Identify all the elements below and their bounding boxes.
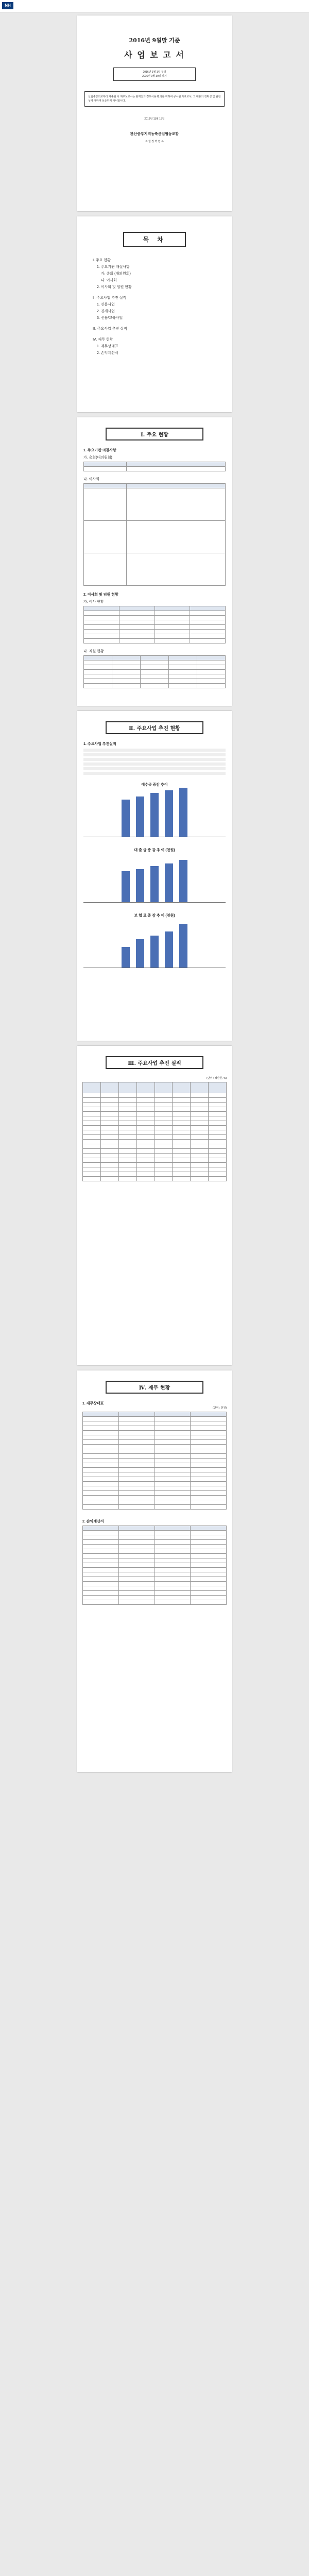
section4-title: Ⅳ. 재무 현황 (139, 1385, 170, 1391)
section2-title: Ⅱ. 주요사업 추진 현황 (129, 726, 180, 732)
section1-sub2a: 가. 이사 현황 (83, 600, 104, 604)
toc-item[interactable]: 나. 이사회 (101, 279, 117, 282)
toc-item[interactable]: 2. 손익계산서 (97, 351, 118, 355)
section1-sub1b: 나. 이사회 (83, 478, 99, 481)
toc-title: 목 차 (143, 236, 166, 243)
toc-item[interactable]: Ⅳ. 재무 현황 (93, 338, 113, 342)
balance-sheet-table (82, 1412, 227, 1510)
chart1-title: 예수금 증감 추이 (141, 783, 168, 787)
chart-bar (165, 863, 173, 902)
section3-title: Ⅲ. 주요사업 추진 실적 (128, 1061, 181, 1066)
toc-item[interactable]: 가. 총회 (대의원회) (101, 272, 131, 276)
chart-bar (165, 790, 173, 837)
toc-item[interactable]: 2. 경제사업 (97, 310, 115, 313)
chart3 (83, 913, 226, 968)
toc-title-box (123, 232, 186, 247)
cover-year-title: 2016년 9월말 기준 (129, 37, 180, 44)
section1-page (77, 417, 232, 706)
period-box (113, 67, 196, 81)
chart-bar (165, 931, 173, 968)
results-table (82, 1082, 227, 1181)
section3-page (77, 1046, 232, 1365)
period-start: 2016년 1월 1일 부터 (143, 71, 166, 74)
chart-bar (150, 793, 159, 837)
notice-box (84, 91, 225, 107)
chart-bar (136, 796, 144, 837)
toc-item[interactable]: 2. 이사회 및 임원 현황 (97, 285, 132, 289)
toc-item[interactable]: Ⅲ. 주요사업 추진 실적 (93, 327, 127, 331)
chart3-title: 보 험 료 증 감 추 이 (천원) (134, 914, 175, 918)
chart-bar (136, 869, 144, 902)
section2-title-box (106, 721, 203, 734)
toc-item[interactable]: Ⅱ. 주요사업 추진 실적 (93, 296, 127, 300)
section1-sub1: 1. 주요기관 의결사항 (83, 449, 116, 452)
chart-bar (122, 800, 130, 837)
chart2 (83, 848, 226, 903)
chart-bar (150, 936, 159, 968)
section4-unit: (단위 : 천원) (213, 1406, 227, 1410)
assembly-table (83, 462, 226, 471)
cover-date: 2016년 11월 15일 (144, 117, 165, 121)
section1-title: Ⅰ. 주요 현황 (141, 432, 168, 438)
chart-bar (179, 860, 187, 902)
chart-bar (122, 871, 130, 902)
toc-item[interactable]: 1. 주요기관 개설사항 (97, 265, 130, 269)
chart1 (83, 782, 226, 837)
toc-item[interactable]: 3. 신용/교육사업 (97, 316, 123, 320)
cover-page (77, 15, 232, 211)
notice-text: 신협중앙회로부터 제출된 이 재무보고서는 관계인의 정보이용 편의를 위하여 공시된 자료로서, 그 내용의 정확성 및 완전성에 대하여 보증하지 아니합니다. (88, 95, 221, 103)
section3-title-box (106, 1056, 203, 1069)
cover-rep: 조 합 장 박 만 복 (145, 140, 164, 143)
top-bar (0, 0, 309, 13)
toc-item[interactable]: 1. 재무상태표 (97, 345, 118, 348)
chart2-title: 대 출 금 증 감 추 이 (천원) (134, 849, 175, 852)
period-end: 2016년 9월 30일 까지 (142, 75, 167, 78)
section1-title-box (106, 428, 203, 440)
toc-item[interactable]: 1. 신용사업 (97, 303, 115, 307)
cover-org: 완산중부지역농축산업협동조합 (130, 132, 179, 136)
section1-sub2b: 나. 직원 현황 (83, 650, 104, 653)
director-table (83, 606, 226, 643)
section2-page (77, 711, 232, 1041)
section1-sub2: 2. 이사회 및 임원 현황 (83, 593, 118, 597)
chart-bar (150, 866, 159, 902)
section4-sub2: 2. 손익계산서 (82, 1520, 104, 1523)
section4-sub1: 1. 재무상태표 (82, 1402, 104, 1405)
section3-unit: (단위 : 백만원, %) (207, 1077, 227, 1080)
board-table (83, 483, 226, 586)
chart-bar (122, 947, 130, 968)
cover-title: 사 업 보 고 서 (124, 50, 185, 60)
toc-list (93, 257, 216, 357)
section4-page (77, 1370, 232, 1772)
toc-item[interactable]: Ⅰ. 주요 현황 (93, 259, 111, 262)
chart-bar (179, 788, 187, 837)
income-statement-table (82, 1526, 227, 1605)
toc-page (77, 216, 232, 412)
section2-body (83, 749, 226, 775)
section2-sub: 1. 주요사업 추진실적 (83, 742, 116, 746)
nh-logo: NH (2, 2, 13, 9)
staff-table (83, 655, 226, 688)
chart-bar (179, 924, 187, 968)
section4-title-box (106, 1381, 203, 1394)
chart-bar (136, 939, 144, 968)
section1-sub1a: 가. 총회(대의원회) (83, 456, 112, 460)
